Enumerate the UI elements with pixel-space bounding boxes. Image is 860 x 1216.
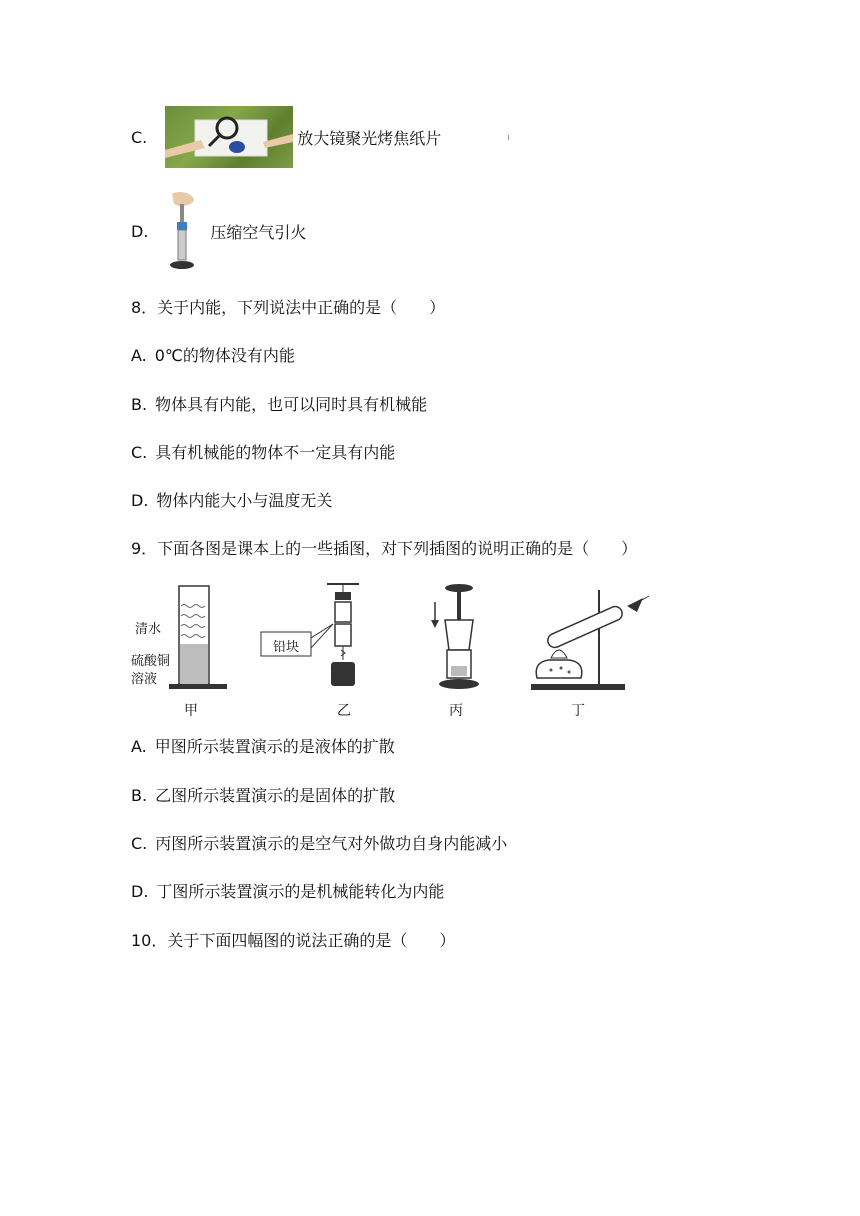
q8-option-b: [131, 394, 427, 416]
magnifier-illustration: [165, 106, 293, 168]
option-d-row: [131, 190, 306, 272]
option-label: D.: [131, 221, 149, 241]
q9-stem: 9．下面各图是课本上的一些插图，对下列插图的说明正确的是（ ）: [131, 539, 638, 558]
q9-option-c: [131, 833, 507, 855]
figure-bing: [425, 580, 495, 720]
option-text: 乙图所示装置演示的是固体的扩散: [155, 786, 396, 805]
fire-syringe-illustration: [162, 190, 202, 272]
option-text: 甲图所示装置演示的是液体的扩散: [154, 737, 395, 756]
air-compression-photo: [162, 190, 202, 272]
figure-caption: 甲: [184, 703, 198, 719]
water-label: 清水: [135, 622, 162, 637]
option-label: B.: [131, 786, 148, 805]
option-label: C.: [131, 834, 148, 853]
q8-stem: 8．关于内能，下列说法中正确的是（ ）: [131, 298, 446, 317]
solution-label-line2: 溶液: [131, 672, 158, 687]
option-label: C.: [131, 127, 148, 147]
q8-option-a: [131, 345, 295, 367]
option-text: 物体具有内能，也可以同时具有机械能: [155, 395, 428, 414]
figure-jia: [131, 580, 241, 720]
option-text: 压缩空气引火: [210, 222, 307, 242]
option-c-row: [131, 106, 441, 168]
figure-caption: 丙: [449, 703, 463, 719]
air-compressor-diagram: [425, 580, 495, 692]
option-label: A.: [131, 737, 147, 756]
option-text: 丁图所示装置演示的是机械能转化为内能: [156, 882, 445, 901]
lead-block-label: 铅块: [273, 640, 300, 655]
option-label: A.: [131, 346, 147, 365]
magnifier-photo: [165, 106, 293, 168]
figure-ding: [531, 580, 651, 720]
q8-option-d: [131, 490, 332, 512]
q9-option-a: [131, 736, 395, 758]
option-label: C.: [131, 443, 148, 462]
q10-stem: 10．关于下面四幅图的说法正确的是（ ）: [131, 931, 456, 950]
option-label: D.: [131, 491, 149, 510]
figure-caption: 乙: [337, 703, 351, 719]
option-text: 丙图所示装置演示的是空气对外做功自身内能减小: [155, 834, 508, 853]
solution-label-line1: 硫酸铜: [131, 654, 171, 669]
option-text: 物体内能大小与温度无关: [156, 491, 333, 510]
figure-caption: 丁: [571, 703, 585, 719]
q8-option-c: [131, 442, 395, 464]
stray-mark: [508, 135, 509, 140]
option-text: 放大镜聚光烤焦纸片: [297, 128, 442, 148]
test-tube-heating-diagram: [531, 580, 651, 692]
q9-option-b: [131, 785, 395, 807]
figure-yi: [259, 580, 369, 720]
q9-figures: [131, 580, 651, 720]
option-label: D.: [131, 882, 149, 901]
option-text: 0℃的物体没有内能: [154, 346, 295, 365]
option-label: B.: [131, 395, 148, 414]
q9-option-d: [131, 881, 444, 903]
option-text: 具有机械能的物体不一定具有内能: [155, 443, 396, 462]
